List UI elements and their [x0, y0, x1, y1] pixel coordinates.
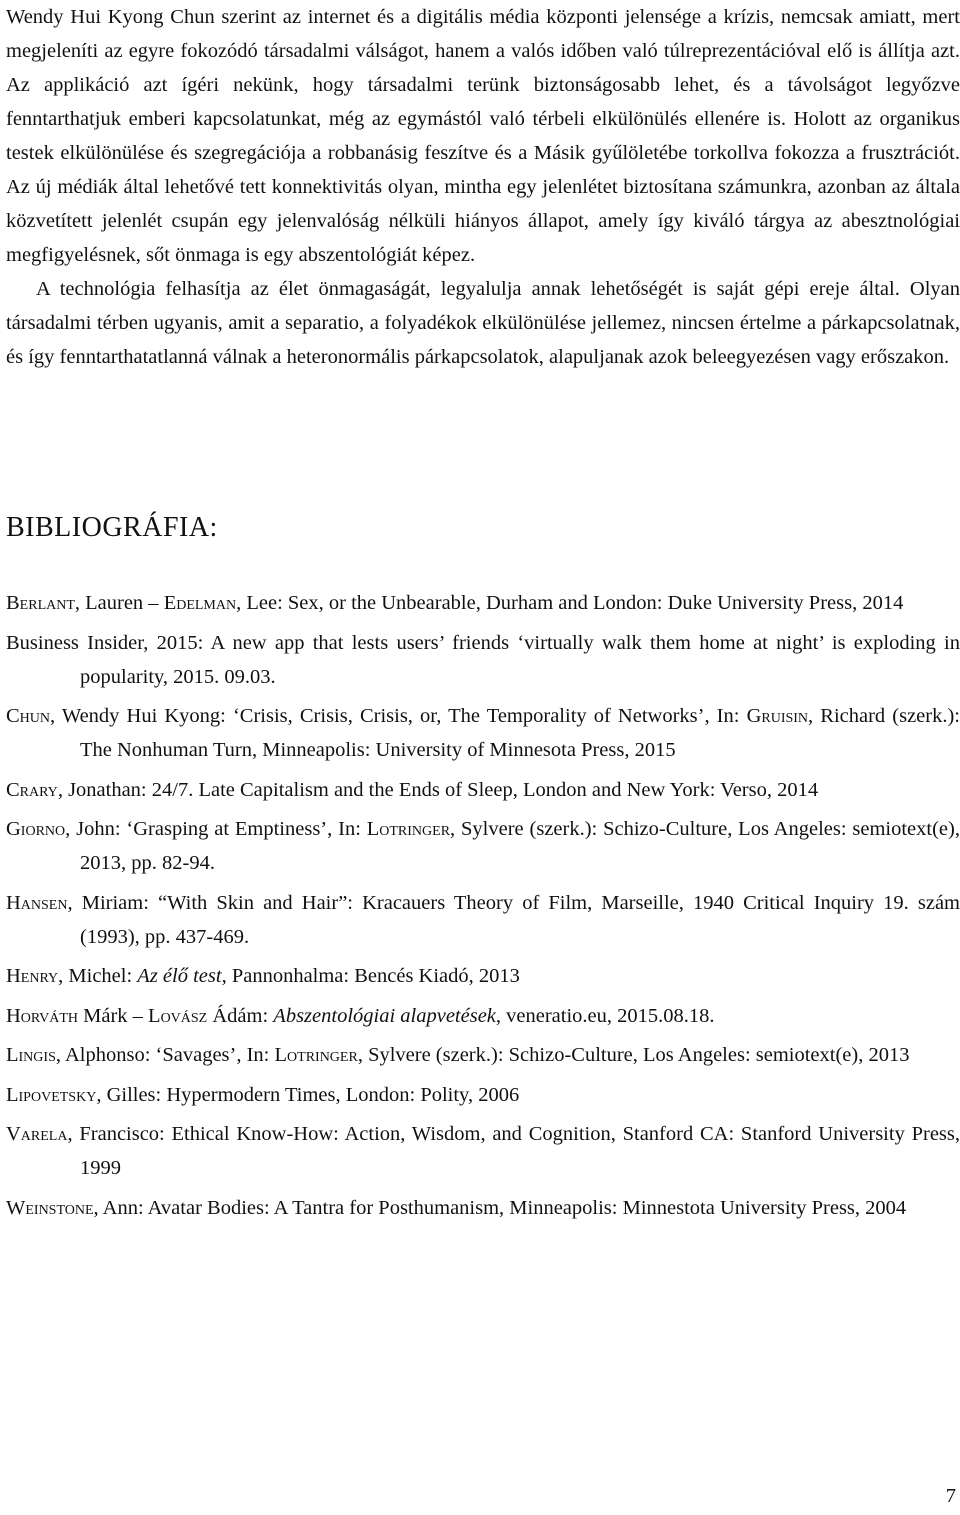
- bibliography-list: [6, 586, 960, 1230]
- bib-entry-hansen: Hansen, Miriam: “With Skin and Hair”: Kracauers Theory of Film, Marseille, 1940 Critical Inquiry 19. szám (1993), pp. 437-469.: [6, 891, 960, 948]
- bib-entry-henry: Henry, Michel: Az élő test, Pannonhalma: Bencés Kiadó, 2013: [6, 965, 520, 987]
- bib-entry-lingis: Lingis, Alphonso: ‘Savages’, In: Lotringer, Sylvere (szerk.): Schizo-Culture, Los Angeles: semiotext(e), 2013: [6, 1044, 910, 1066]
- bib-entry-varela: Varela, Francisco: Ethical Know-How: Action, Wisdom, and Cognition, Stanford CA: Stanford University Press, 1999: [6, 1123, 960, 1179]
- bib-entry-horvath-lovasz: Horváth Márk – Lovász Ádám: Abszentológiai alapvetések, veneratio.eu, 2015.08.18.: [6, 1004, 715, 1027]
- bib-entry-chun: Chun, Wendy Hui Kyong: ‘Crisis, Crisis, Crisis, or, The Temporality of Networks’, In: Gruisin, Richard (szerk.): The Nonhuman Turn, Minneapolis: University of Minnesota Press, 2015: [6, 705, 960, 761]
- bib-entry-weinstone: Weinstone, Ann: Avatar Bodies: A Tantra for Posthumanism, Minneapolis: Minnestota University Press, 2004: [6, 1196, 907, 1219]
- paragraph-2: A technológia felhasítja az élet önmagaságát, legyalulja annak lehetőségét is saját gépi ereje által. Olyan társadalmi térben ugyanis, amit a separatio, a folyadékok elkülönülése jellemez, nincsen értelme a párkapcsolatnak, és így fenntarthatatlanná válnak a heteronormális párkapcsolatok, alapuljanak azok beleegyezésen vagy erőszakon.: [6, 278, 960, 368]
- bib-entry-berlant: Berlant, Lauren – Edelman, Lee: Sex, or the Unbearable, Durham and London: Duke University Press, 2014: [6, 592, 904, 614]
- bib-entry-business-insider: Business Insider, 2015: A new app that lests users’ friends ‘virtually walk them home at night’ is exploding in popularity, 2015. 09.03.: [6, 631, 960, 688]
- paragraph-1: Wendy Hui Kyong Chun szerint az internet és a digitális média központi jelensége a krízis, nemcsak amiatt, mert megjeleníti az egyre fokozódó társadalmi válságot, hanem a valós időben való túlreprezentációval elő is állítja azt. Az applikáció azt ígéri nekünk, hogy társadalmi terünk biztonságosabb lehet, és a távolságot legyőzve fenntarthatjuk emberi kapcsolatunkat, még az egymástól való térbeli elkülönülés ellenére is. Holott az organikus testek elkülönülése és szegregációja a robbanásig feszítve és a Másik gyűlöletébe torkollva fokozza a frusztrációt. Az új médiák által lehetővé tett konnektivitás olyan, mintha egy jelenlétet biztosítana számunkra, azonban az általa közvetített jelenlét csupán egy jelenvalóság nélküli hiányos állapot, amely így kiváló tárgya az abesztnológiai megfigyelésnek, sőt önmaga is egy abszentológiát képez.: [6, 6, 960, 266]
- page-number: 7: [945, 1485, 956, 1507]
- body-text: [6, 0, 960, 374]
- bib-entry-crary: Crary, Jonathan: 24/7. Late Capitalism and the Ends of Sleep, London and New York: Verso, 2014: [6, 778, 819, 801]
- bib-entry-giorno: Giorno, John: ‘Grasping at Emptiness’, In: Lotringer, Sylvere (szerk.): Schizo-Culture, Los Angeles: semiotext(e), 2013, pp. 82-94.: [6, 818, 960, 874]
- bib-entry-lipovetsky: Lipovetsky, Gilles: Hypermodern Times, London: Polity, 2006: [6, 1083, 520, 1106]
- bibliography-heading: BIBLIOGRÁFIA:: [6, 512, 218, 543]
